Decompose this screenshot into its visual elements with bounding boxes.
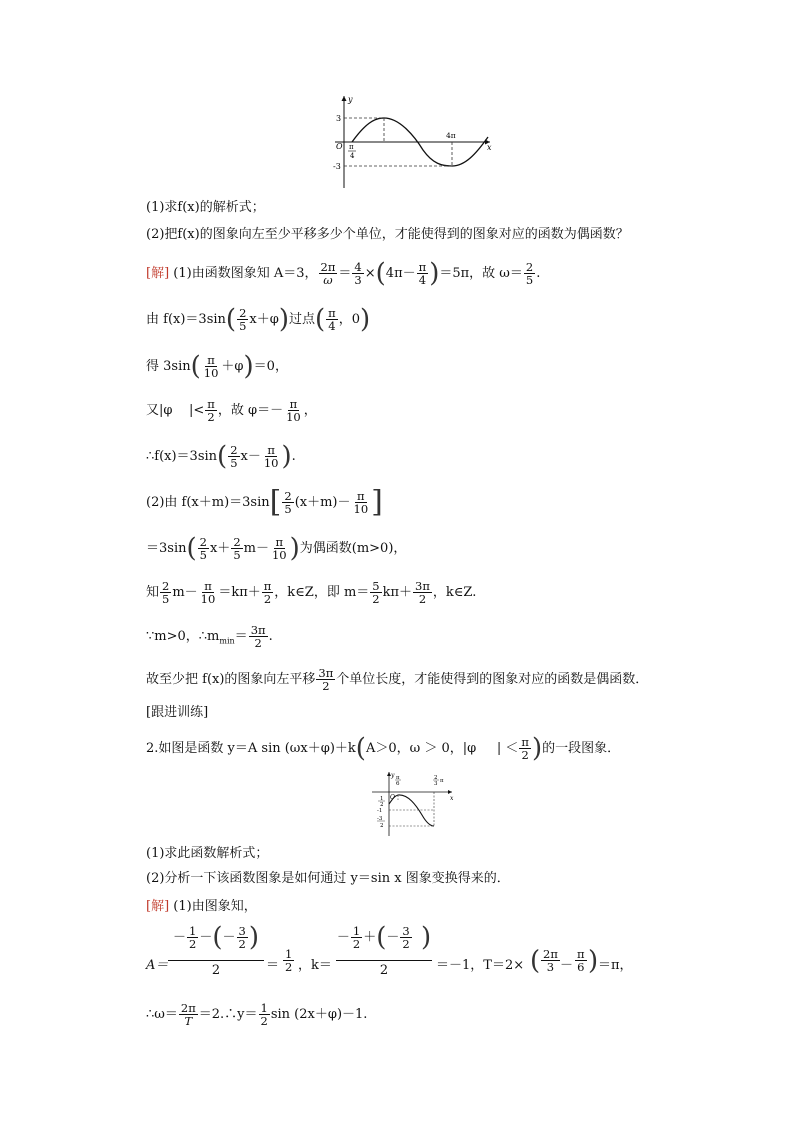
svg-text:1: 1	[380, 796, 384, 802]
question-1: (1)求f(x)的解析式；	[146, 200, 265, 215]
y-axis-label: y	[348, 95, 353, 104]
tick-x-4: 4	[350, 152, 355, 160]
solution-line-7: ＝3sin( $\frac{2}{5}$ x＋ $\frac{2}{5}$ m－ $\frac{\pi}{10}$ )为偶函数(m>0)，	[146, 533, 407, 564]
x-axis-label-2: x	[450, 795, 454, 802]
solution-line-6: (2)由 f(x＋m)＝3sin[ $\frac{2}{5}$ (x＋m)－ $\frac{\pi}{10}$ ]	[146, 484, 383, 520]
solution-line-9: ∵m>0，$\therefore m_{min}=$ $\frac{3\pi}{2}$ .	[146, 623, 273, 650]
x-axis-label: x	[487, 143, 492, 152]
tick-x-4pi: 4π	[446, 131, 456, 140]
solution-line-4: 又|φ |< $\frac{\pi}{2}$ ，故 φ＝－ $\frac{\pi}{10}$ ，	[146, 397, 317, 424]
svg-text:2: 2	[380, 802, 384, 808]
sine-graph-1	[330, 92, 500, 192]
solution-line-8: 知 $\frac{2}{5}$ m－ $\frac{\pi}{10}$ ＝kπ＋ $\frac{\pi}{2}$ ，k∈Z，即 m＝ $\frac{5}{2}$ kπ＋ $\frac{3\pi}{2}$ ，k∈Z.	[146, 579, 477, 606]
solution-line-3: 得 3sin( $\frac{\pi}{10}$ ＋φ)＝0，	[146, 351, 288, 382]
solution2-tag: [解]	[146, 899, 170, 914]
svg-text:2: 2	[434, 775, 438, 781]
svg-text:π: π	[440, 778, 444, 784]
solution-tag: [解]	[146, 266, 170, 281]
origin-label-2: O	[390, 794, 395, 801]
question-4: (2)分析一下该函数图象是如何通过 y＝sin x 图象变换得来的．	[146, 871, 510, 886]
question-3: (1)求此函数解析式；	[146, 846, 269, 861]
solution-line-2: 由 f(x)＝3sin( $\frac{2}{5}$ x＋φ)过点( $\frac{\pi}{4}$ ，0)	[146, 304, 371, 335]
solution-line-5: ∴f(x)＝3sin( $\frac{2}{5}$ x－ $\frac{\pi}{10}$ ).	[146, 441, 296, 472]
svg-text:3: 3	[434, 781, 438, 787]
sine-graph-2	[368, 770, 458, 838]
tick-y-neg3: -3	[333, 162, 341, 171]
solution2-line-3: ∴ω＝ $\frac{2\pi}{T}$ ＝2.∴y＝ $\frac{1}{2}$ sin (2x＋φ)－1.	[146, 1001, 368, 1028]
solution-line-10: 故至少把 f(x)的图象向左平移 $\frac{3\pi}{2}$ 个单位长度，才能使得到的图象对应的函数是偶函数．	[146, 666, 649, 693]
svg-text:-1: -1	[377, 808, 383, 814]
solution2-line-1: [解] (1)由图象知，	[146, 899, 257, 914]
solution-line-1: [解] (1)由函数图象知 A＝3， $\frac{2\pi}{\omega}$ ＝ $\frac{4}{3}$ ×(4π－ $\frac{\pi}{4}$ )＝5π，故 ω＝ $\frac{2}{5}$ .	[146, 258, 541, 289]
svg-text:-3: -3	[377, 816, 383, 822]
svg-text:π: π	[396, 775, 400, 781]
question-2: (2)把f(x)的图象向左至少平移多少个单位，才能使得到的图象对应的函数为偶函数？	[146, 227, 629, 242]
y-axis-label-2: y	[391, 772, 395, 779]
practice-header: [跟进训练]	[146, 705, 209, 720]
problem-2: 2.如图是函数 y＝A sin (ωx＋φ)＋k(A＞0，ω ＞ 0，|φ | ＜ $\frac{\pi}{2}$ )的一段图象．	[146, 733, 621, 764]
tick-y-3: 3	[336, 114, 342, 123]
svg-text:6: 6	[396, 781, 400, 787]
origin-label: O	[336, 142, 343, 151]
svg-text:2: 2	[380, 823, 384, 829]
tick-x-pi: π	[349, 143, 354, 151]
